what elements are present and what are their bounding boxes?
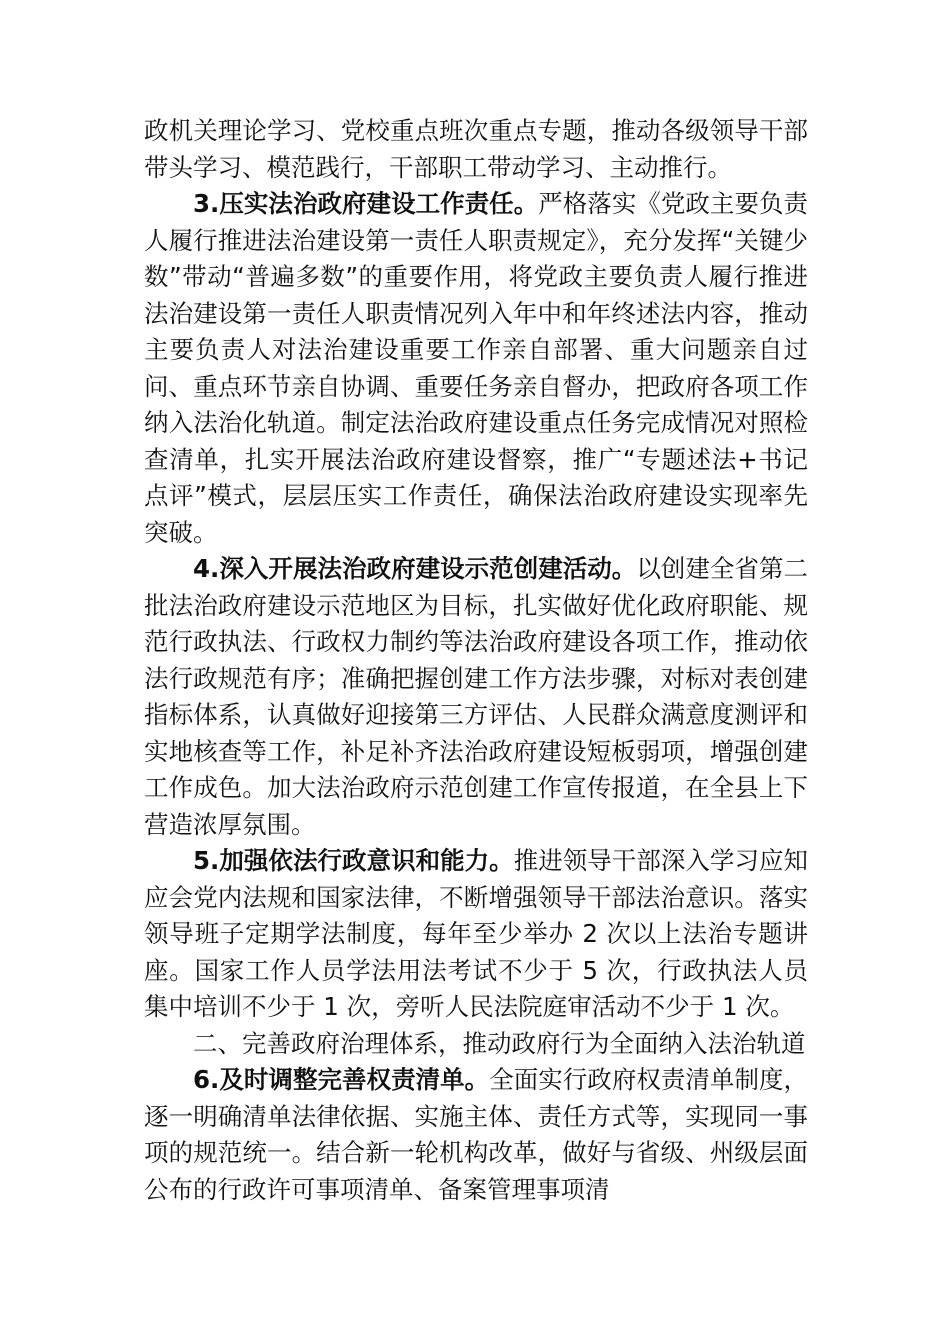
paragraph-item-4 xyxy=(144,551,808,843)
item-4-text: 以创建全省第二批法治政府建设示范地区为目标，扎实做好优化政府职能、规范行政执法、行政权力制约等法治政府建设各项工作，推动依法行政规范有序；准确把握创建工作方法步骤，对标对表创建指标体系，认真做好迎接第三方评估、人民群众满意度测评和实地核查等工作，补足补齐法治政府建设短板弱项，增强创建工作成色。加大法治政府示范创建工作宣传报道，在全县上下营造浓厚氛围。 xyxy=(144,554,809,839)
paragraph-item-6 xyxy=(144,1062,808,1208)
paragraph-item-5 xyxy=(144,843,808,1026)
item-3-text: 严格落实《党政主要负责人履行推进法治建设第一责任人职责规定》，充分发挥“关键少数”带动“普遍多数”的重要作用，将党政主要负责人履行推进法治建设第一责任人职责情况列入年中和年终述法内容，推动主要负责人对法治建设重要工作亲自部署、重大问题亲自过问、重点环节亲自协调、重要任务亲自督办，把政府各项工作纳入法治化轨道。制定法治政府建设重点任务完成情况对照检查清单，扎实开展法治政府建设督察，推广“专题述法+书记点评”模式，层层压实工作责任，确保法治政府建设实现率先突破。 xyxy=(144,189,809,547)
item-5-text: 推进领导干部深入学习应知应会党内法规和国家法律，不断增强领导干部法治意识。落实领导班子定期学法制度，每年至少举办 2 次以上法治专题讲座。国家工作人员学法用法考试不少于 5 次，行政执法人员集中培训不少于 1 次，旁听人民法院庭审活动不少于 1 次。 xyxy=(144,846,808,1021)
item-4-heading: 4.深入开展法治政府建设示范创建活动。 xyxy=(193,554,637,583)
section-heading-2: 二、完善政府治理体系，推动政府行为全面纳入法治轨道 xyxy=(193,1028,806,1058)
item-6-heading: 6.及时调整完善权责清单。 xyxy=(193,1065,490,1094)
item-5-heading: 5.加强依法行政意识和能力。 xyxy=(193,846,514,875)
paragraph-item-3 xyxy=(144,186,808,551)
item-3-heading: 3.压实法治政府建设工作责任。 xyxy=(193,189,539,218)
paragraph-continued: 政机关理论学习、党校重点班次重点专题，推动各级领导干部带头学习、模范践行，干部职工带动学习、主动推行。 xyxy=(144,116,808,182)
document-body xyxy=(144,113,808,1208)
item-6-text: 全面实行政府权责清单制度，逐一明确清单法律依据、实施主体、责任方式等，实现同一事项的规范统一。结合新一轮机构改革，做好与省级、州级层面公布的行政许可事项清单、备案管理事项清 xyxy=(144,1065,809,1204)
